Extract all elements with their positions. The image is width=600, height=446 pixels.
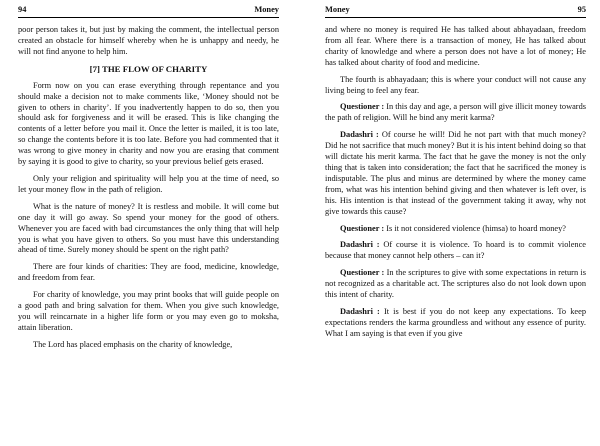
- speaker-label: Dadashri :: [340, 130, 379, 140]
- paragraph: What is the nature of money? It is restless and mobile. It will come but one day it will go away. So spend your money for the good of others. Whenever you are faced with bad circumstances the only thing that will help you is what you have given to others. So you must have this understanding ahead of time. Surely money should be spent on the right path?: [18, 201, 279, 255]
- right-page-body: [325, 25, 586, 340]
- paragraph: Only your religion and spirituality will help you at the time of need, so let your money flow in the path of religion.: [18, 173, 279, 194]
- paragraph-text: In this day and age, a person will give illicit money towards the path of religion. Will he bind any merit karma?: [325, 102, 586, 123]
- section-heading: [7] THE FLOW OF CHARITY: [89, 63, 208, 74]
- left-page-header: [18, 4, 279, 16]
- paragraph-text: In the scriptures to give with some expectations in return is not recognized as a charitable act. The scriptures also do not look down upon this intent of charity.: [325, 268, 586, 300]
- speaker-label: Questioner :: [340, 102, 385, 112]
- right-page-header: [325, 4, 586, 16]
- paragraph: [325, 75, 586, 97]
- right-header-rule: [325, 17, 586, 18]
- dialogue-paragraph: [325, 130, 586, 217]
- right-running-title: Money: [325, 5, 350, 14]
- paragraph: There are four kinds of charities: They are food, medicine, knowledge, and freedom from fear.: [18, 262, 279, 283]
- paragraph: Form now on you can erase everything through repentance and you should make a decision not to make comments like, ‘Money should not be given to others in charity’. If you inadvertently happen to do so, then you should ask for forgiveness and it will be erased. This is like changing the contents of a letter before you mail it. Once the letter is mailed, it is too late, so change the contents before it is too late. Before you had commented that it was wrong to give money in charity and now you are erasing that comment by saying it is good to give to charity, so your previous belief gets erased.: [18, 80, 279, 167]
- paragraph-text: The fourth is abhayadaan; this is where your conduct will not cause any living being to feel any fear.: [325, 74, 586, 95]
- dialogue-paragraph: [325, 224, 586, 235]
- dialogue-paragraph: [325, 268, 586, 301]
- left-running-title: Money: [254, 5, 279, 14]
- left-page-body: [18, 25, 279, 351]
- paragraph-text: and where no money is required He has talked about abhayadaan, freedom from all fear. Where there is a transaction of money, He has talked about charity of knowledge and where a person does not have a lot of money; He has talked about charity of food and medicine.: [325, 25, 586, 67]
- dialogue-paragraph: [325, 240, 586, 262]
- paragraph: [325, 25, 586, 69]
- paragraph: poor person takes it, but just by making the comment, the intellectual person created an obstacle for himself whereby when he is unhappy and needy, he will not find anyone to help him.: [18, 25, 279, 56]
- speaker-label: Dadashri :: [340, 240, 380, 250]
- dialogue-paragraph: [325, 307, 586, 340]
- left-page: [18, 0, 279, 446]
- right-page-number: 95: [577, 5, 586, 14]
- dialogue-paragraph: [325, 102, 586, 124]
- right-page: [325, 0, 586, 446]
- left-page-number: 94: [18, 5, 27, 14]
- speaker-label: Dadashri :: [340, 306, 380, 316]
- speaker-label: Questioner :: [340, 268, 385, 278]
- speaker-label: Questioner :: [340, 223, 385, 233]
- paragraph-text: It is best if you do not keep any expectations. To keep expectations renders the karma groundless and without any essence of purity. What I am saying is that even if you give: [325, 306, 586, 338]
- paragraph: For charity of knowledge, you may print books that will guide people on a good path and bring salvation for them. When you give such knowledge, you will reincarnate in a higher life form or you may even go to moksha, attain liberation.: [18, 290, 279, 332]
- paragraph-text: Of course it is violence. To hoard is to commit violence because that money cannot help others – can it?: [325, 240, 586, 261]
- paragraph: The Lord has placed emphasis on the charity of knowledge,: [33, 339, 233, 349]
- paragraph-text: Of course he will! Did he not part with that much money? Did he not sacrifice that much money? But it is his intent behind doing so that will dictate his merit karma. The fact that he gave the money is not the only thing that is taken into consideration; the fact that he sacrificed the money is indisputable. The plus and minus are determined by where the money came from, what was his intention behind giving and then whatever is left over, is his. His intention is that instead of the government taking it away, why not give towards this cause?: [325, 130, 586, 216]
- left-header-rule: [18, 17, 279, 18]
- paragraph-text: Is it not considered violence (himsa) to hoard money?: [384, 223, 567, 233]
